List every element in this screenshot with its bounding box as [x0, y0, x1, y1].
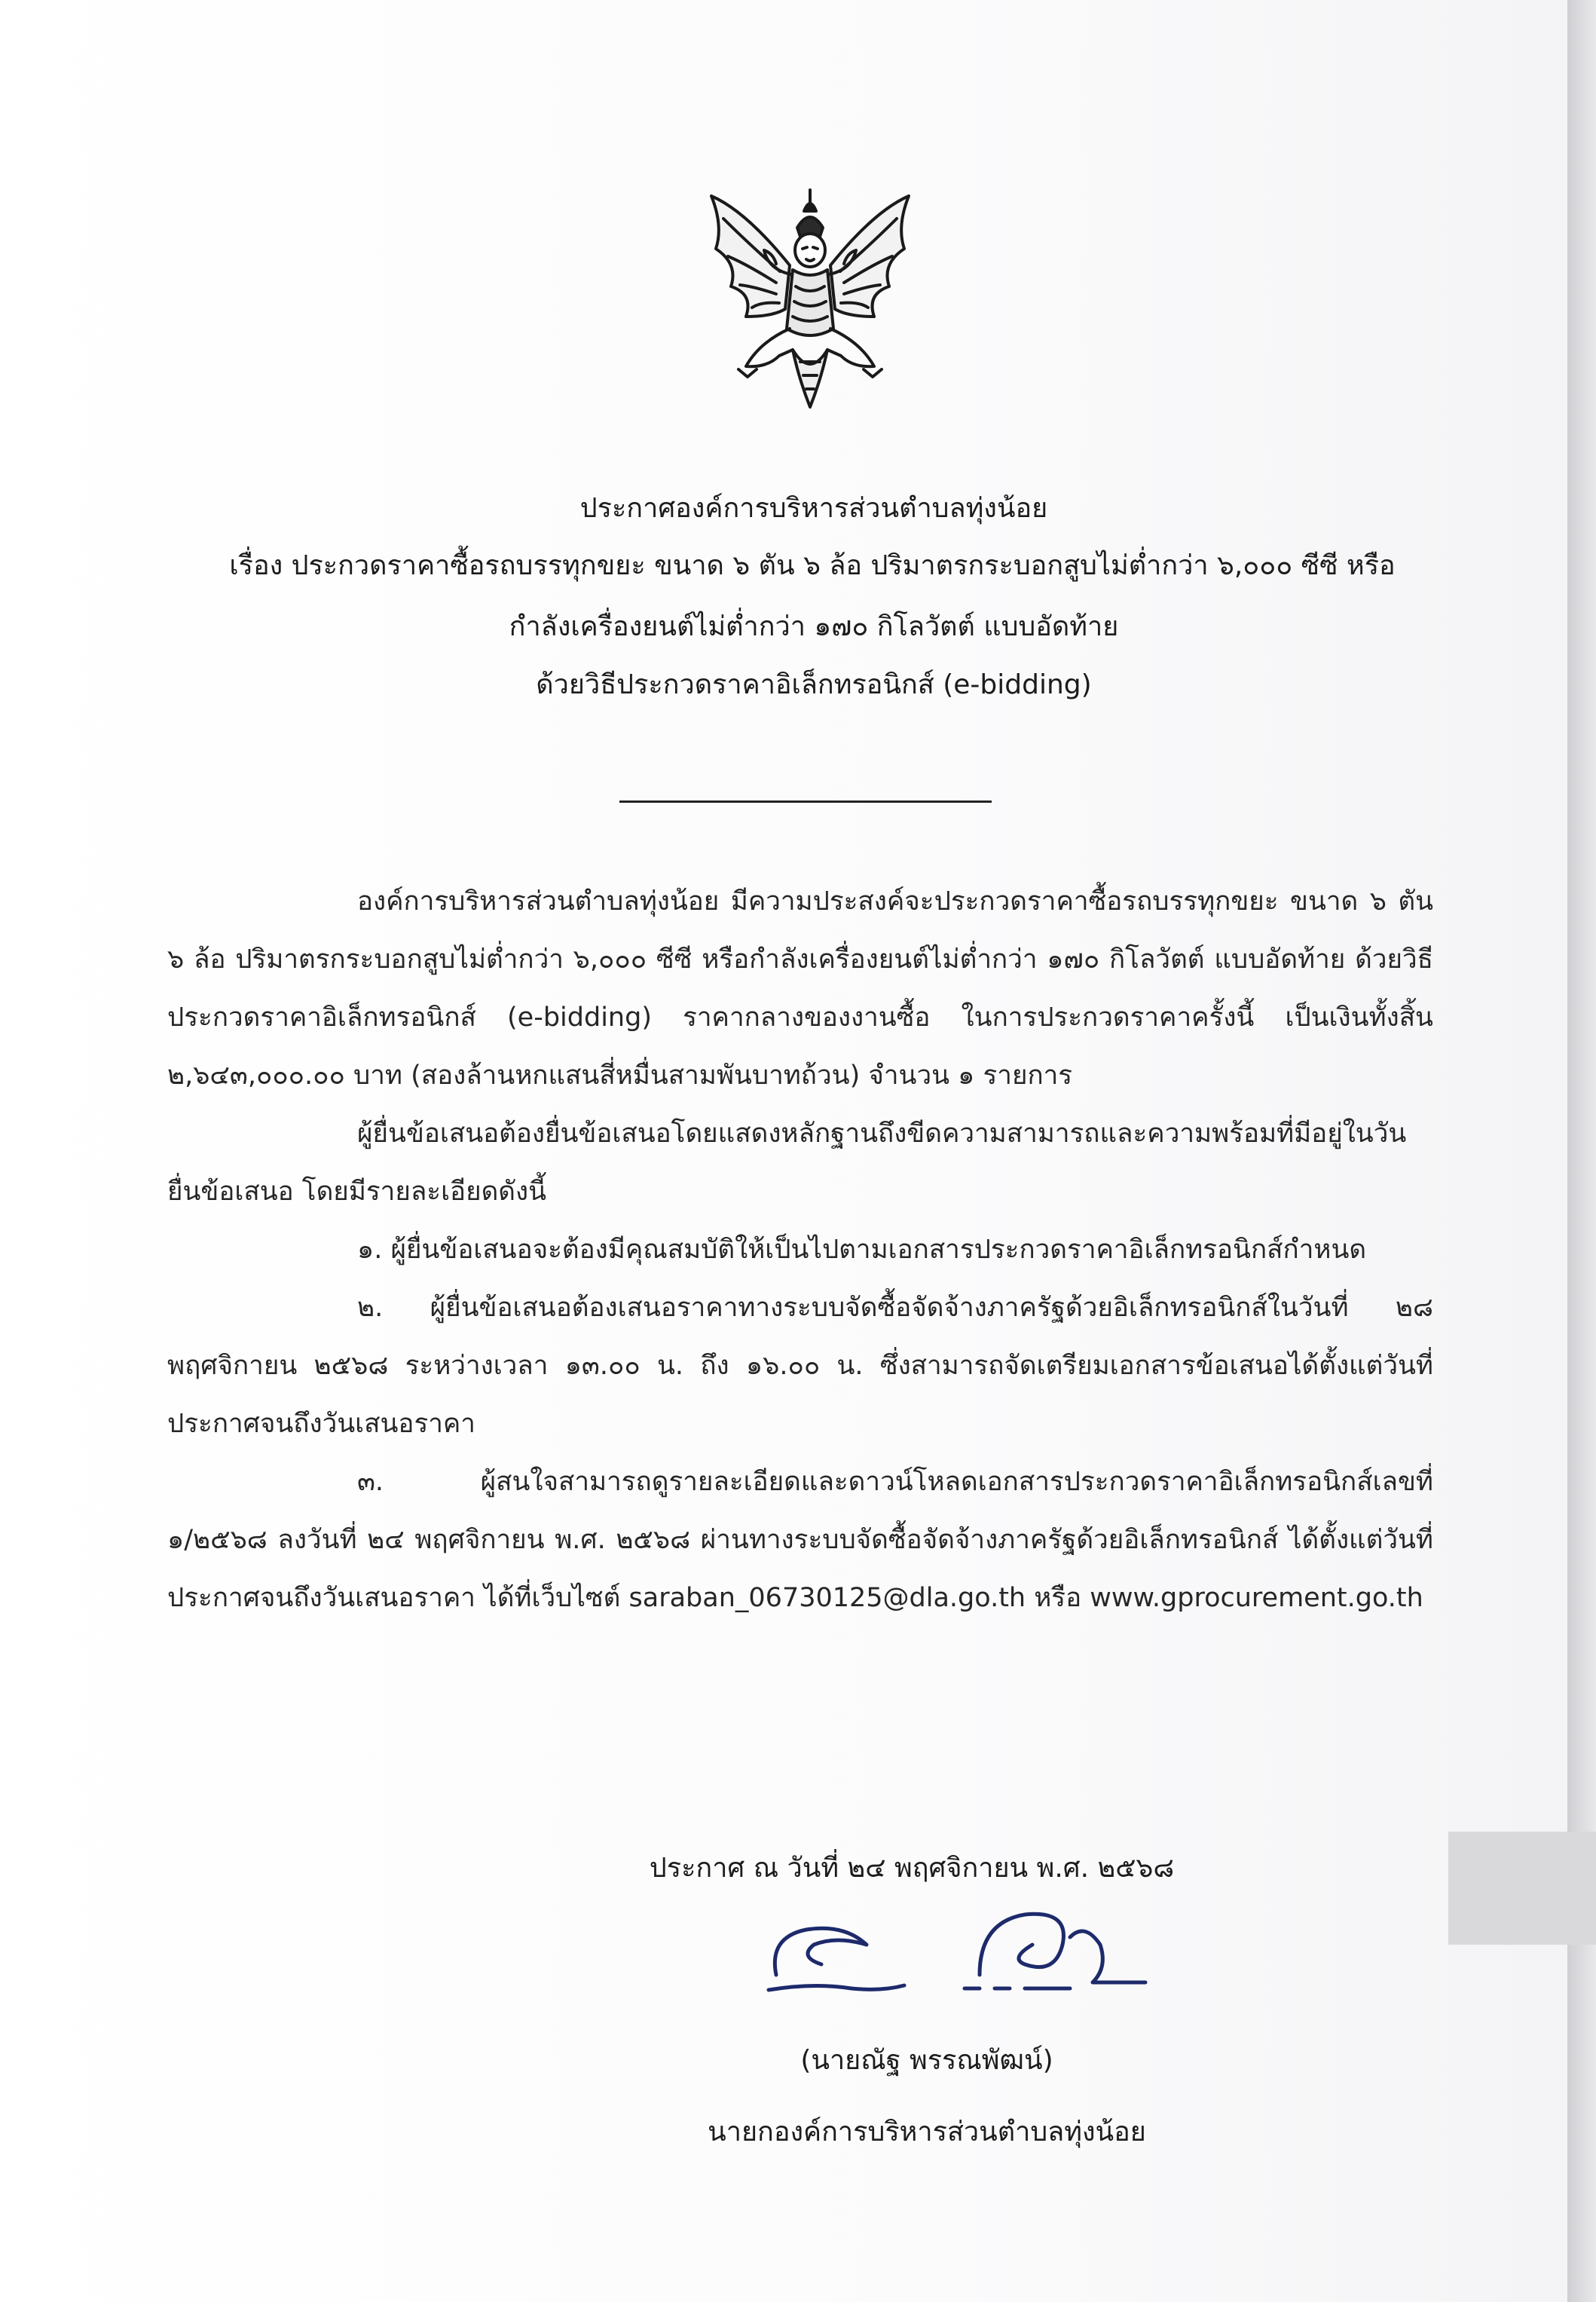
garuda-emblem-icon	[701, 181, 919, 415]
header-method: ด้วยวิธีประกวดราคาอิเล็กทรอนิกส์ (e-bidding)	[536, 669, 1092, 700]
announcement-body	[167, 873, 1433, 1627]
header-title: ประกาศองค์การบริหารส่วนตำบลทุ่งน้อย	[579, 493, 1048, 524]
signatory-name: (นายณัฐ พรรณพัฒน์)	[800, 2045, 1053, 2076]
item-1: ๑. ผู้ยื่นข้อเสนอจะต้องมีคุณสมบัติให้เป็นไปตามเอกสารประกวดราคาอิเล็กทรอนิกส์กำหนด	[357, 1235, 1367, 1265]
signatory-position: นายกองค์การบริหารส่วนตำบลทุ่งน้อย	[708, 2117, 1146, 2147]
announce-date: ประกาศ ณ วันที่ ๒๔ พฤศจิกายน พ.ศ. ๒๕๖๘	[649, 1853, 1175, 1884]
item-3: ๓. ผู้สนใจสามารถดูรายละเอียดและดาวน์โหลดเอกสารประกวดราคาอิเล็กทรอนิกส์เลขที่ ๑/๒๕๖๘ ลงวันที่ ๒๔ พฤศจิกายน พ.ศ. ๒๕๖๘ ผ่านทางระบบจัดซื้อจัดจ้างภาครัฐด้วยอิเล็กทรอนิกส์ ได้ตั้งแต่วันที่ประกาศจนถึงวันเสนอราคา ได้ที่เว็บไซต์ saraban_06730125@dla.go.th หรือ www.gprocurement.go.th	[167, 1467, 1433, 1613]
item-2: ๒. ผู้ยื่นข้อเสนอต้องเสนอราคาทางระบบจัดซื้อจัดจ้างภาครัฐด้วยอิเล็กทรอนิกส์ในวันที่ ๒๘ พฤศจิกายน ๒๕๖๘ ระหว่างเวลา ๑๓.๐๐ น. ถึง ๑๖.๐๐ น. ซึ่งสามารถจัดเตรียมเอกสารข้อเสนอได้ตั้งแต่วันที่ประกาศจนถึงวันเสนอราคา	[167, 1293, 1433, 1439]
paragraph-requirements: ผู้ยื่นข้อเสนอต้องยื่นข้อเสนอโดยแสดงหลักฐานถึงขีดความสามารถและความพร้อมที่มีอยู่ในวันยื่นข้อเสนอ โดยมีรายละเอียดดังนี้	[167, 1119, 1407, 1207]
background-edge	[1567, 0, 1596, 2302]
header-subject: เรื่อง ประกวดราคาซื้อรถบรรทุกขยะ ขนาด ๖ ตัน ๖ ล้อ ปริมาตรกระบอกสูบไม่ต่ำกว่า ๖,๐๐๐ ซีซี หรือ	[229, 550, 1396, 581]
handwritten-signature	[754, 1892, 1160, 2013]
header-subject-cont: กำลังเครื่องยนต์ไม่ต่ำกว่า ๑๗๐ กิโลวัตต์ แบบอัดท้าย	[509, 611, 1119, 642]
background-tab	[1448, 1832, 1596, 1945]
paragraph-purpose: องค์การบริหารส่วนตำบลทุ่งน้อย มีความประสงค์จะประกวดราคาซื้อรถบรรทุกขยะ ขนาด ๖ ตัน ๖ ล้อ ปริมาตรกระบอกสูบไม่ต่ำกว่า ๖,๐๐๐ ซีซี หรือกำลังเครื่องยนต์ไม่ต่ำกว่า ๑๗๐ กิโลวัตต์ แบบอัดท้าย ด้วยวิธีประกวดราคาอิเล็กทรอนิกส์ (e-bidding) ราคากลางของงานซื้อ ในการประกวดราคาครั้งนี้ เป็นเงินทั้งสิ้น ๒,๖๔๓,๐๐๐.๐๐ บาท (สองล้านหกแสนสี่หมื่นสามพันบาทถ้วน) จำนวน ๑ รายการ	[167, 886, 1433, 1091]
title-divider	[619, 800, 992, 803]
